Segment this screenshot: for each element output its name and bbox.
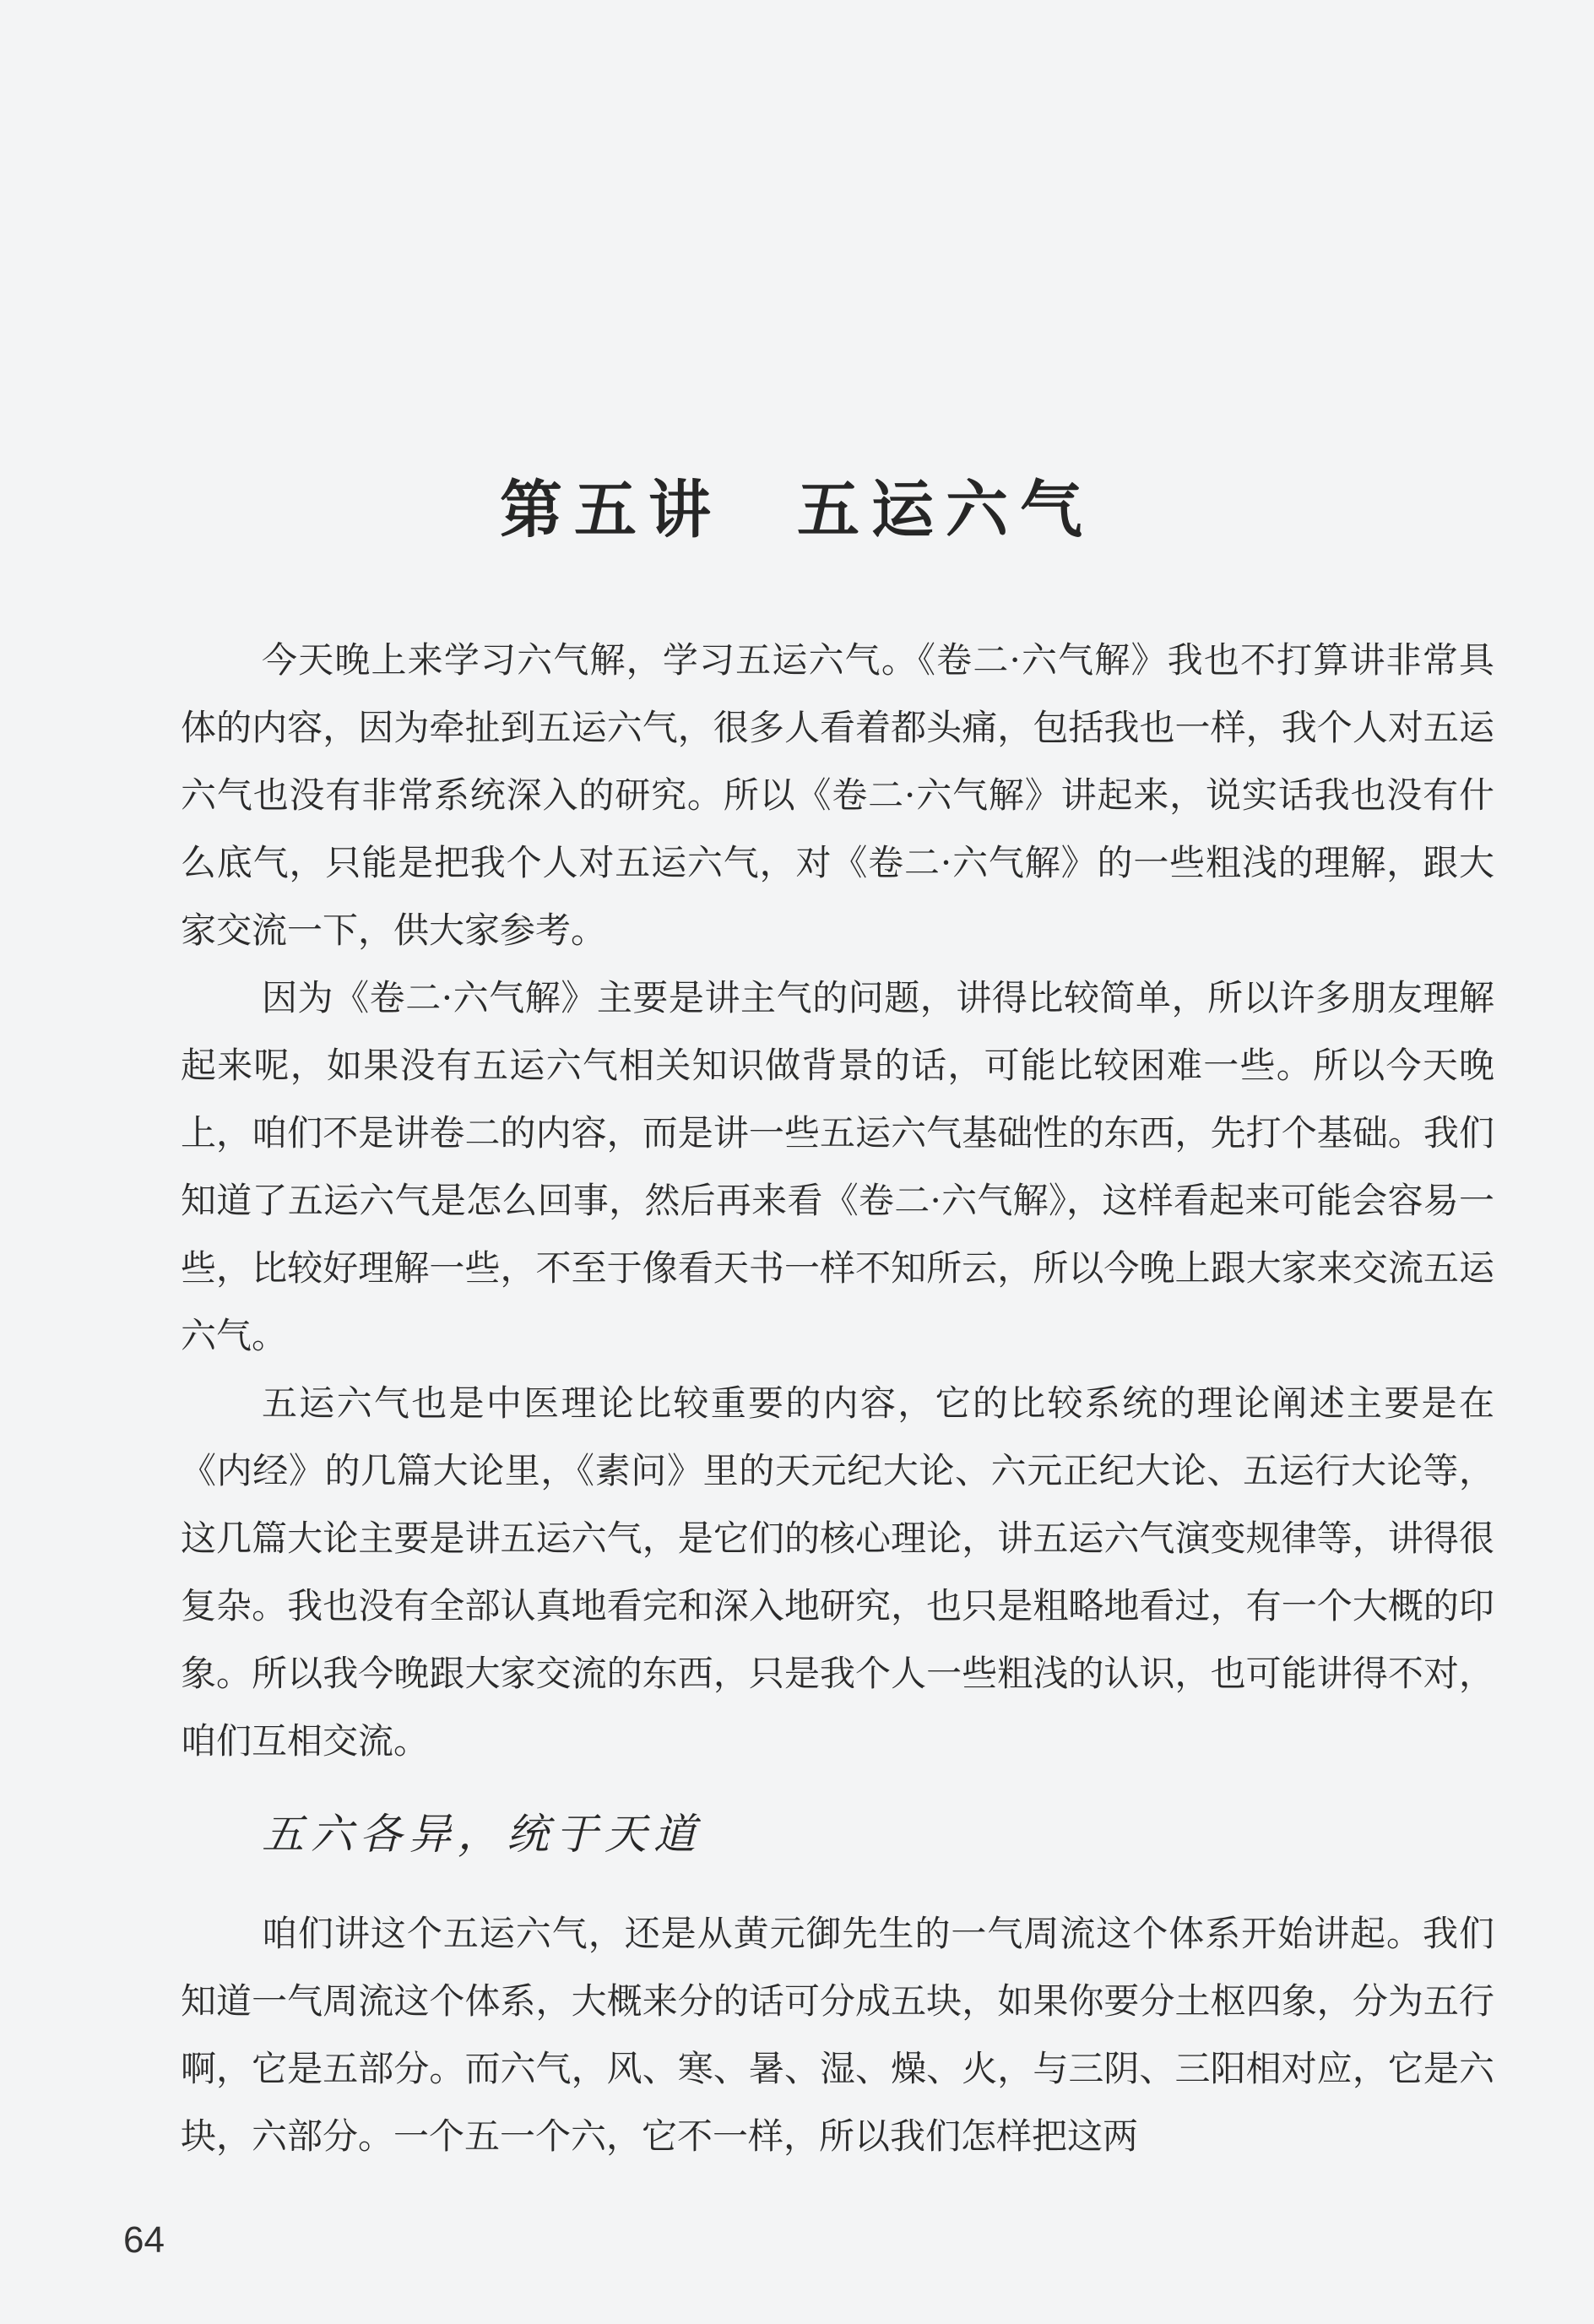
section-heading: 五六各异，统于天道	[262, 1810, 702, 1859]
page-body	[181, 627, 1494, 2170]
chapter-title: 第五讲 五运六气	[500, 474, 1094, 546]
paragraph: 五运六气也是中医理论比较重要的内容，它的比较系统的理论阐述主要是在《内经》的几篇大论里，《素问》里的天元纪大论、六元正纪大论、五运行大论等，这几篇大论主要是讲五运六气，是它们的核心理论，讲五运六气演变规律等，讲得很复杂。我也没有全部认真地看完和深入地研究，也只是粗略地看过，有一个大概的印象。所以我今晚跟大家交流的东西，只是我个人一些粗浅的认识，也可能讲得不对，咱们互相交流。	[181, 1382, 1494, 1762]
page-number: 64	[123, 2219, 165, 2261]
paragraph: 因为《卷二·六气解》主要是讲主气的问题，讲得比较简单，所以许多朋友理解起来呢，如果没有五运六气相关知识做背景的话，可能比较困难一些。所以今天晚上，咱们不是讲卷二的内容，而是讲一些五运六气基础性的东西，先打个基础。我们知道了五运六气是怎么回事，然后再来看《卷二·六气解》，这样看起来可能会容易一些，比较好理解一些，不至于像看天书一样不知所云，所以今晚上跟大家来交流五运六气。	[181, 977, 1494, 1356]
paragraph: 咱们讲这个五运六气，还是从黄元御先生的一气周流这个体系开始讲起。我们知道一气周流这个体系，大概来分的话可分成五块，如果你要分土枢四象，分为五行啊，它是五部分。而六气，风、寒、暑、湿、燥、火，与三阴、三阳相对应，它是六块，六部分。一个五一个六，它不一样，所以我们怎样把这两	[181, 1913, 1494, 2157]
paragraph: 今天晚上来学习六气解，学习五运六气。《卷二·六气解》我也不打算讲非常具体的内容，因为牵扯到五运六气，很多人看着都头痛，包括我也一样，我个人对五运六气也没有非常系统深入的研究。所以《卷二·六气解》讲起来，说实话我也没有什么底气，只能是把我个人对五运六气，对《卷二·六气解》的一些粗浅的理解，跟大家交流一下，供大家参考。	[181, 639, 1494, 951]
